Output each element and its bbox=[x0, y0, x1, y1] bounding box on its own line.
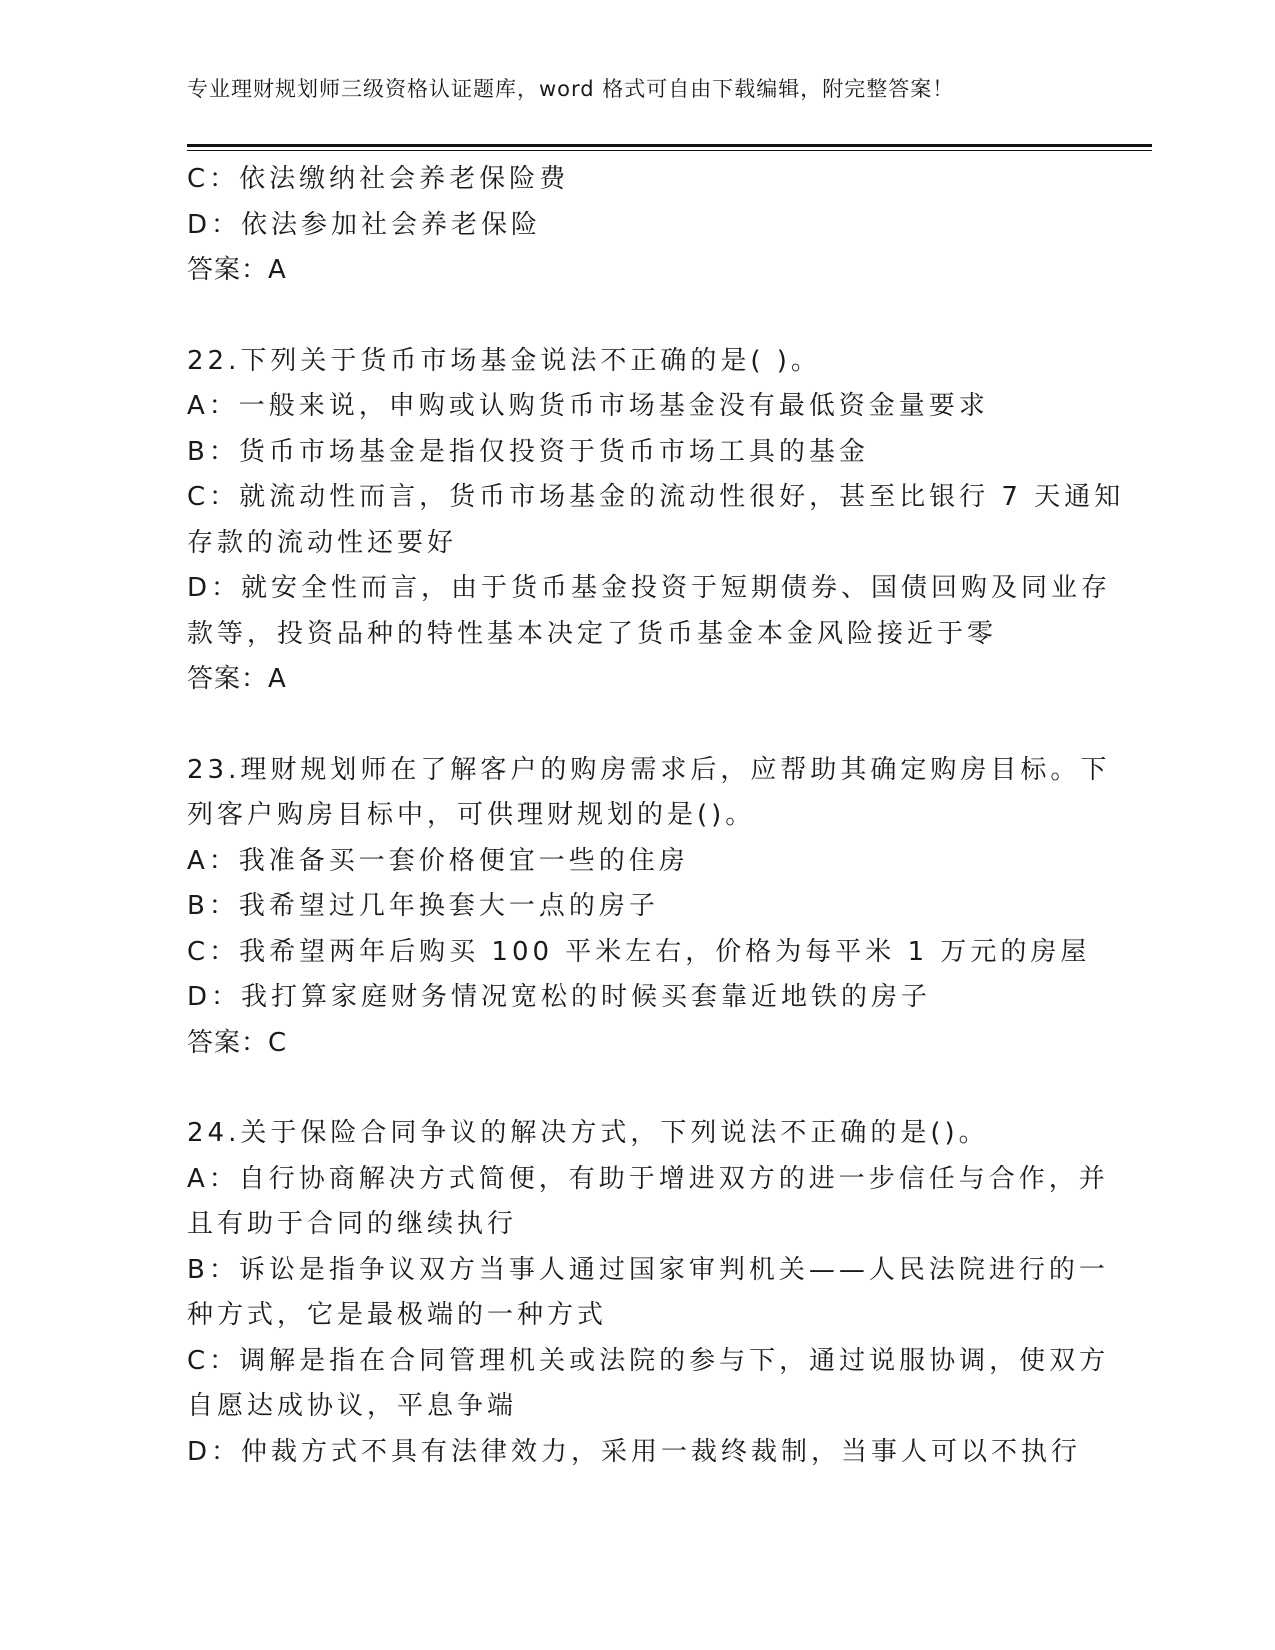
question-24-stem: 24.关于保险合同争议的解决方式，下列说法不正确的是()。 bbox=[187, 1118, 989, 1148]
question-24-option-b-cont: 种方式，它是最极端的一种方式 bbox=[187, 1300, 608, 1330]
option-c: C：依法缴纳社会养老保险费 bbox=[187, 164, 570, 194]
spacer bbox=[187, 1066, 1087, 1111]
question-22-option-d: D：就安全性而言，由于货币基金投资于短期债券、国债回购及同业存 bbox=[187, 573, 1112, 603]
header-rule-thick bbox=[187, 144, 1152, 147]
question-22-answer: 答案：A bbox=[187, 664, 287, 694]
question-24-option-a: A：自行协商解决方式简便，有助于增进双方的进一步信任与合作，并 bbox=[187, 1163, 1109, 1194]
question-22-option-b: B：货币市场基金是指仅投资于货币市场工具的基金 bbox=[187, 436, 869, 467]
question-22-option-c: C：就流动性而言，货币市场基金的流动性很好，甚至比银行 7 天通知 bbox=[187, 482, 1125, 512]
question-22-stem: 22.下列关于货币市场基金说法不正确的是( )。 bbox=[187, 345, 821, 376]
question-23-option-b: B：我希望过几年换套大一点的房子 bbox=[187, 891, 659, 921]
question-23-stem: 23.理财规划师在了解客户的购房需求后，应帮助其确定购房目标。下 bbox=[187, 754, 1111, 785]
question-content bbox=[187, 157, 1125, 1475]
question-24-option-c: C：调解是指在合同管理机关或法院的参与下，通过说服协调，使双方 bbox=[187, 1345, 1110, 1376]
question-24-option-c-cont: 自愿达成协议，平息争端 bbox=[187, 1391, 518, 1421]
option-d: D：依法参加社会养老保险 bbox=[187, 209, 542, 240]
spacer bbox=[187, 703, 1087, 748]
question-23-option-c: C：我希望两年后购买 100 平米左右，价格为每平米 1 万元的房屋 bbox=[187, 936, 1091, 967]
answer-line: 答案：A bbox=[187, 255, 287, 285]
page-header: 专业理财规划师三级资格认证题库，word 格式可自由下载编辑，附完整答案！ bbox=[187, 77, 955, 101]
question-22-option-d-cont: 款等，投资品种的特性基本决定了货币基金本金风险接近于零 bbox=[187, 618, 998, 649]
question-23-option-a: A：我准备买一套价格便宜一些的住房 bbox=[187, 845, 689, 876]
question-24-option-b: B：诉讼是指争议双方当事人通过国家审判机关——人民法院进行的一 bbox=[187, 1254, 1109, 1285]
question-24-option-a-cont: 且有助于合同的继续执行 bbox=[187, 1209, 518, 1239]
question-24-option-d: D：仲裁方式不具有法律效力，采用一裁终裁制，当事人可以不执行 bbox=[187, 1436, 1082, 1467]
question-22-option-c-cont: 存款的流动性还要好 bbox=[187, 527, 458, 558]
question-22-option-a: A：一般来说，申购或认购货币市场基金没有最低资金量要求 bbox=[187, 391, 989, 421]
spacer bbox=[187, 294, 1087, 339]
question-23-answer: 答案：C bbox=[187, 1027, 288, 1058]
question-23-option-d: D：我打算家庭财务情况宽松的时候买套靠近地铁的房子 bbox=[187, 982, 932, 1012]
header-rule-thin bbox=[187, 150, 1152, 151]
question-23-stem-cont: 列客户购房目标中，可供理财规划的是()。 bbox=[187, 800, 756, 830]
